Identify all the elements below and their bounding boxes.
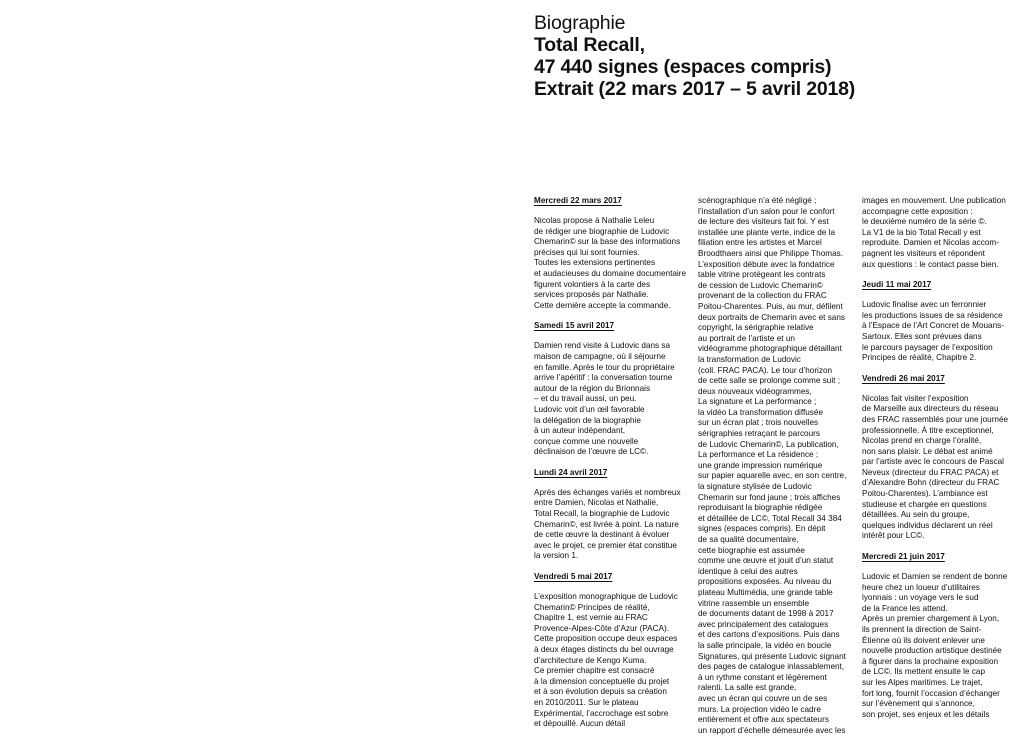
heading-section-title: Biographie xyxy=(534,12,626,34)
heading-work-title: Total Recall, xyxy=(534,34,645,56)
text-column-2 xyxy=(698,196,858,746)
entry-text: Nicolas fait visiter l’exposition de Marseille aux directeurs du réseau des FRAC rassemblés pour une journée professionnelle. À titre exceptionnel, Nicolas prend en charge l’oralité, non sans plaisir. Le débat est animé par l’artiste avec le concours de Pascal Neveux (directeur du FRAC PACA) et d’Alexandre Bohn (directeur du FRAC Poitou-Charentes). L’ambiance est studieuse et chargée en questions détaillées. Au sein du groupe, quelques individus déclarent un réel intérêt pour LC©. xyxy=(862,393,1009,541)
entry-date: Vendredi 26 mai 2017 xyxy=(862,373,945,383)
entry-date: Lundi 24 avril 2017 xyxy=(534,467,608,477)
document-heading xyxy=(534,12,855,100)
text-column-1 xyxy=(534,196,694,740)
entry-text: Ludovic finalise avec un ferronnier les productions issues de sa résidence à l’Espace de l’Art Concret de Mouans- Sartoux. Elles sont prévues dans le parcours paysager de l’exposition Principes de réalité, Chapitre 2. xyxy=(862,300,1004,363)
entry-date: Mercredi 21 juin 2017 xyxy=(862,552,945,562)
entry-text: Ludovic et Damien se rendent de bonne heure chez un loueur d’utilitaires lyonnais : un voyage vers le sud de la France les attend. Après un premier chargement à Lyon, ils prennent la direction de Saint- Étienne où ils doivent enlever une nouvelle production artistique destinée à figurer dans la prochaine exposition de LC©. Ils mettent ensuite le cap sur les Alpes maritimes. Le trajet, fort long, fournit l’occasion d’échanger sur l’évènement qui s’annonce, son projet, ses enjeux et les détails xyxy=(862,572,1008,719)
entry-text: Nicolas propose à Nathalie Leleu de rédiger une biographie de Ludovic Chemarin© sur la base des informations précises qui lui sont fournies. Toutes les extensions pertinentes et audacieuses du domaine documentaire figurent volontiers à la carte des services proposés par Nathalie. Cette dernière accepte la commande. xyxy=(534,216,687,310)
entry-text: Après des échanges variés et nombreux entre Damien, Nicolas et Nathalie, Total Recall, la biographie de Ludovic Chemarin©, est livrée à point. La nature de cette œuvre la destinant à évoluer avec le projet, ce premier état constitue la version 1. xyxy=(534,487,681,561)
continued-text: scénographique n’a été négligé ; l’installation d’un salon pour le confort de lecture des visiteurs fait foi. Y est installée une plante verte, indice de la filiation entre les artistes et Marcel Broodthaers ainsi que Philippe Thomas. L’exposition débute avec la fondatrice table vitrine protégeant les contrats de cession de Ludovic Chemarin© provenant de la collection du FRAC Poitou-Charentes. Puis, au mur, défilent deux portraits de Chemarin avec et sans copyright, la sérigraphie relative au portrait de l’artiste et un vidéogramme photographique détaillant la transformation de Ludovic (coll. FRAC PACA). Le tour d’horizon de cette salle se prolonge comme suit ; deux nouveaux vidéogrammes, La signature et La performance ; la vidéo La transformation diffusée sur un écran plat ; trois nouvelles sérigraphies retraçant le parcours de Ludovic Chemarin©, La publication, La performance et La résidence ; une grande impression numérique sur papier aquarelle avec, en son centre, la signature stylisée de Ludovic Chemarin sur fond jaune ; trois affiches reproduisant la biographie rédigée et détaillée de LC©, Total Recall 34 384 signes (espaces compris). En dépit de sa qualité documentaire, cette biographie est assumée comme une œuvre et jouit d’un statut identique à celui des autres propositions exposées. Au niveau du plateau Multimédia, une grande table vitrine rassemble un ensemble de documents datant de 1998 à 2017 avec principalement des catalogues et des cartons d’expositions. Puis dans la salle principale, la vidéo en boucle Signatures, qui présente Ludovic signant des pages de catalogue inlassablement, à un rythme constant et légèrement ralenti. La salle est grande, avec un écran qui couvre un de ses murs. La projection vidéo le cadre entièrement et offre aux spectateurs un rapport d’échelle démesurée avec les xyxy=(698,196,847,735)
entry-text: Damien rend visite à Ludovic dans sa maison de campagne, où il séjourne en famille. Après le tour du propriétaire arrive l’apéritif : la conversation tourne autour de la région du Brionnais – et du travail aussi, un peu. Ludovic voit d’un œil favorable la délégation de la biographie à un auteur indépendant, conçue comme une nouvelle déclinaison de l’œuvre de LC©. xyxy=(534,341,675,457)
entry-text: L’exposition monographique de Ludovic Chemarin© Principes de réalité, Chapitre 1, est vernie au FRAC Provence-Alpes-Côte d’Azur (PACA). Cette proposition occupe deux espaces à deux étages distincts du bel ouvrage d’architecture de Kengo Kuma. Ce premier chapitre est consacré à la dimension conceptuelle du projet et à son évolution depuis sa création en 2010/2011. Sur le plateau Expérimental, l’accrochage est sobre et dépouillé. Aucun détail xyxy=(534,592,678,729)
heading-date-range: Extrait (22 mars 2017 – 5 avril 2018) xyxy=(534,78,856,100)
entry-date: Samedi 15 avril 2017 xyxy=(534,321,615,331)
entry-date: Vendredi 5 mai 2017 xyxy=(534,572,613,582)
heading-character-count: 47 440 signes (espaces compris) xyxy=(534,56,832,78)
continued-text: images en mouvement. Une publication accompagne cette exposition : le deuxième numéro de la série ©. La V1 de la bio Total Recall y est reproduite. Damien et Nicolas accom- pagnent les visiteurs et répondent aux questions : le contact passe bien. xyxy=(862,196,1006,269)
entry-date: Jeudi 11 mai 2017 xyxy=(862,280,932,290)
entry-date: Mercredi 22 mars 2017 xyxy=(534,196,622,205)
text-column-3 xyxy=(862,196,1022,730)
